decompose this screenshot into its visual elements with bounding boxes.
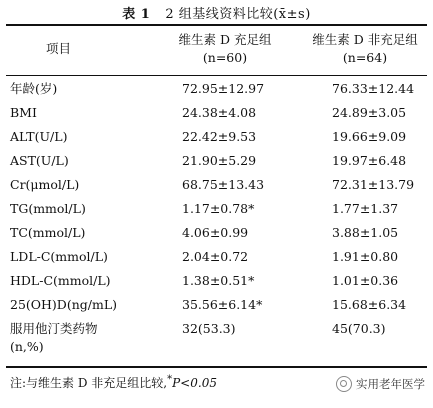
watermark <box>336 376 425 392</box>
row-label: ALT(U/L) <box>10 129 68 144</box>
row-value-group1: 72.95±12.97 <box>182 81 265 96</box>
row-label: AST(U/L) <box>10 153 69 168</box>
bottom-rule <box>6 366 427 368</box>
row-value-group2: 72.31±13.79 <box>332 177 415 192</box>
row-label: Cr(μmol/L) <box>10 177 80 192</box>
row-value-group2: 19.66±9.09 <box>332 129 407 144</box>
footnote-p: P<0.05 <box>172 376 217 390</box>
wechat-icon <box>336 376 352 392</box>
row-value-group1: 1.38±0.51* <box>182 273 255 288</box>
row-label: LDL-C(mmol/L) <box>10 249 108 264</box>
row-value-group1: 22.42±9.53 <box>182 129 257 144</box>
row-label: HDL-C(mmol/L) <box>10 273 111 288</box>
row-value-group2: 45(70.3) <box>332 321 386 336</box>
row-label-line2: (n,%) <box>10 339 44 354</box>
header-rule <box>6 75 427 76</box>
header-group2-name: 维生素 D 非充足组 <box>312 32 418 47</box>
row-value-group1: 2.04±0.72 <box>182 249 249 264</box>
header-item: 项目 <box>46 41 72 56</box>
top-rule <box>6 24 427 26</box>
row-value-group2: 19.97±6.48 <box>332 153 407 168</box>
row-label: 25(OH)D(ng/mL) <box>10 297 118 312</box>
table-footnote <box>10 374 217 391</box>
row-value-group2: 1.01±0.36 <box>332 273 399 288</box>
footnote-text: 注:与维生素 D 非充足组比较, <box>10 376 168 390</box>
footnote-star: * <box>167 374 173 385</box>
row-value-group2: 24.89±3.05 <box>332 105 407 120</box>
header-group1-name: 维生素 D 充足组 <box>178 32 272 47</box>
row-value-group1: 32(53.3) <box>182 321 236 336</box>
row-label: TG(mmol/L) <box>10 201 86 216</box>
row-value-group2: 1.91±0.80 <box>332 249 399 264</box>
table-number: 表 1 <box>122 7 151 22</box>
header-group1-n: (n=60) <box>202 50 248 65</box>
row-value-group2: 76.33±12.44 <box>332 81 415 96</box>
row-label <box>10 320 98 356</box>
header-group2 <box>298 31 432 67</box>
row-label: TC(mmol/L) <box>10 225 86 240</box>
header-group2-n: (n=64) <box>342 50 388 65</box>
row-value-group1: 24.38±4.08 <box>182 105 257 120</box>
row-value-group1: 35.56±6.14* <box>182 297 263 312</box>
watermark-text: 实用老年医学 <box>356 377 425 391</box>
row-value-group1: 1.17±0.78* <box>182 201 255 216</box>
row-value-group2: 15.68±6.34 <box>332 297 407 312</box>
row-label: BMI <box>10 105 37 120</box>
row-value-group1: 21.90±5.29 <box>182 153 257 168</box>
row-value-group1: 4.06±0.99 <box>182 225 249 240</box>
row-label: 年龄(岁) <box>10 81 58 96</box>
table-title <box>0 3 433 22</box>
row-label-line1: 服用他汀类药物 <box>10 321 98 336</box>
table-caption: 2 组基线资料比较(x̄±s) <box>165 7 311 22</box>
row-value-group2: 3.88±1.05 <box>332 225 399 240</box>
row-value-group2: 1.77±1.37 <box>332 201 399 216</box>
header-group1 <box>150 31 300 67</box>
row-value-group1: 68.75±13.43 <box>182 177 265 192</box>
